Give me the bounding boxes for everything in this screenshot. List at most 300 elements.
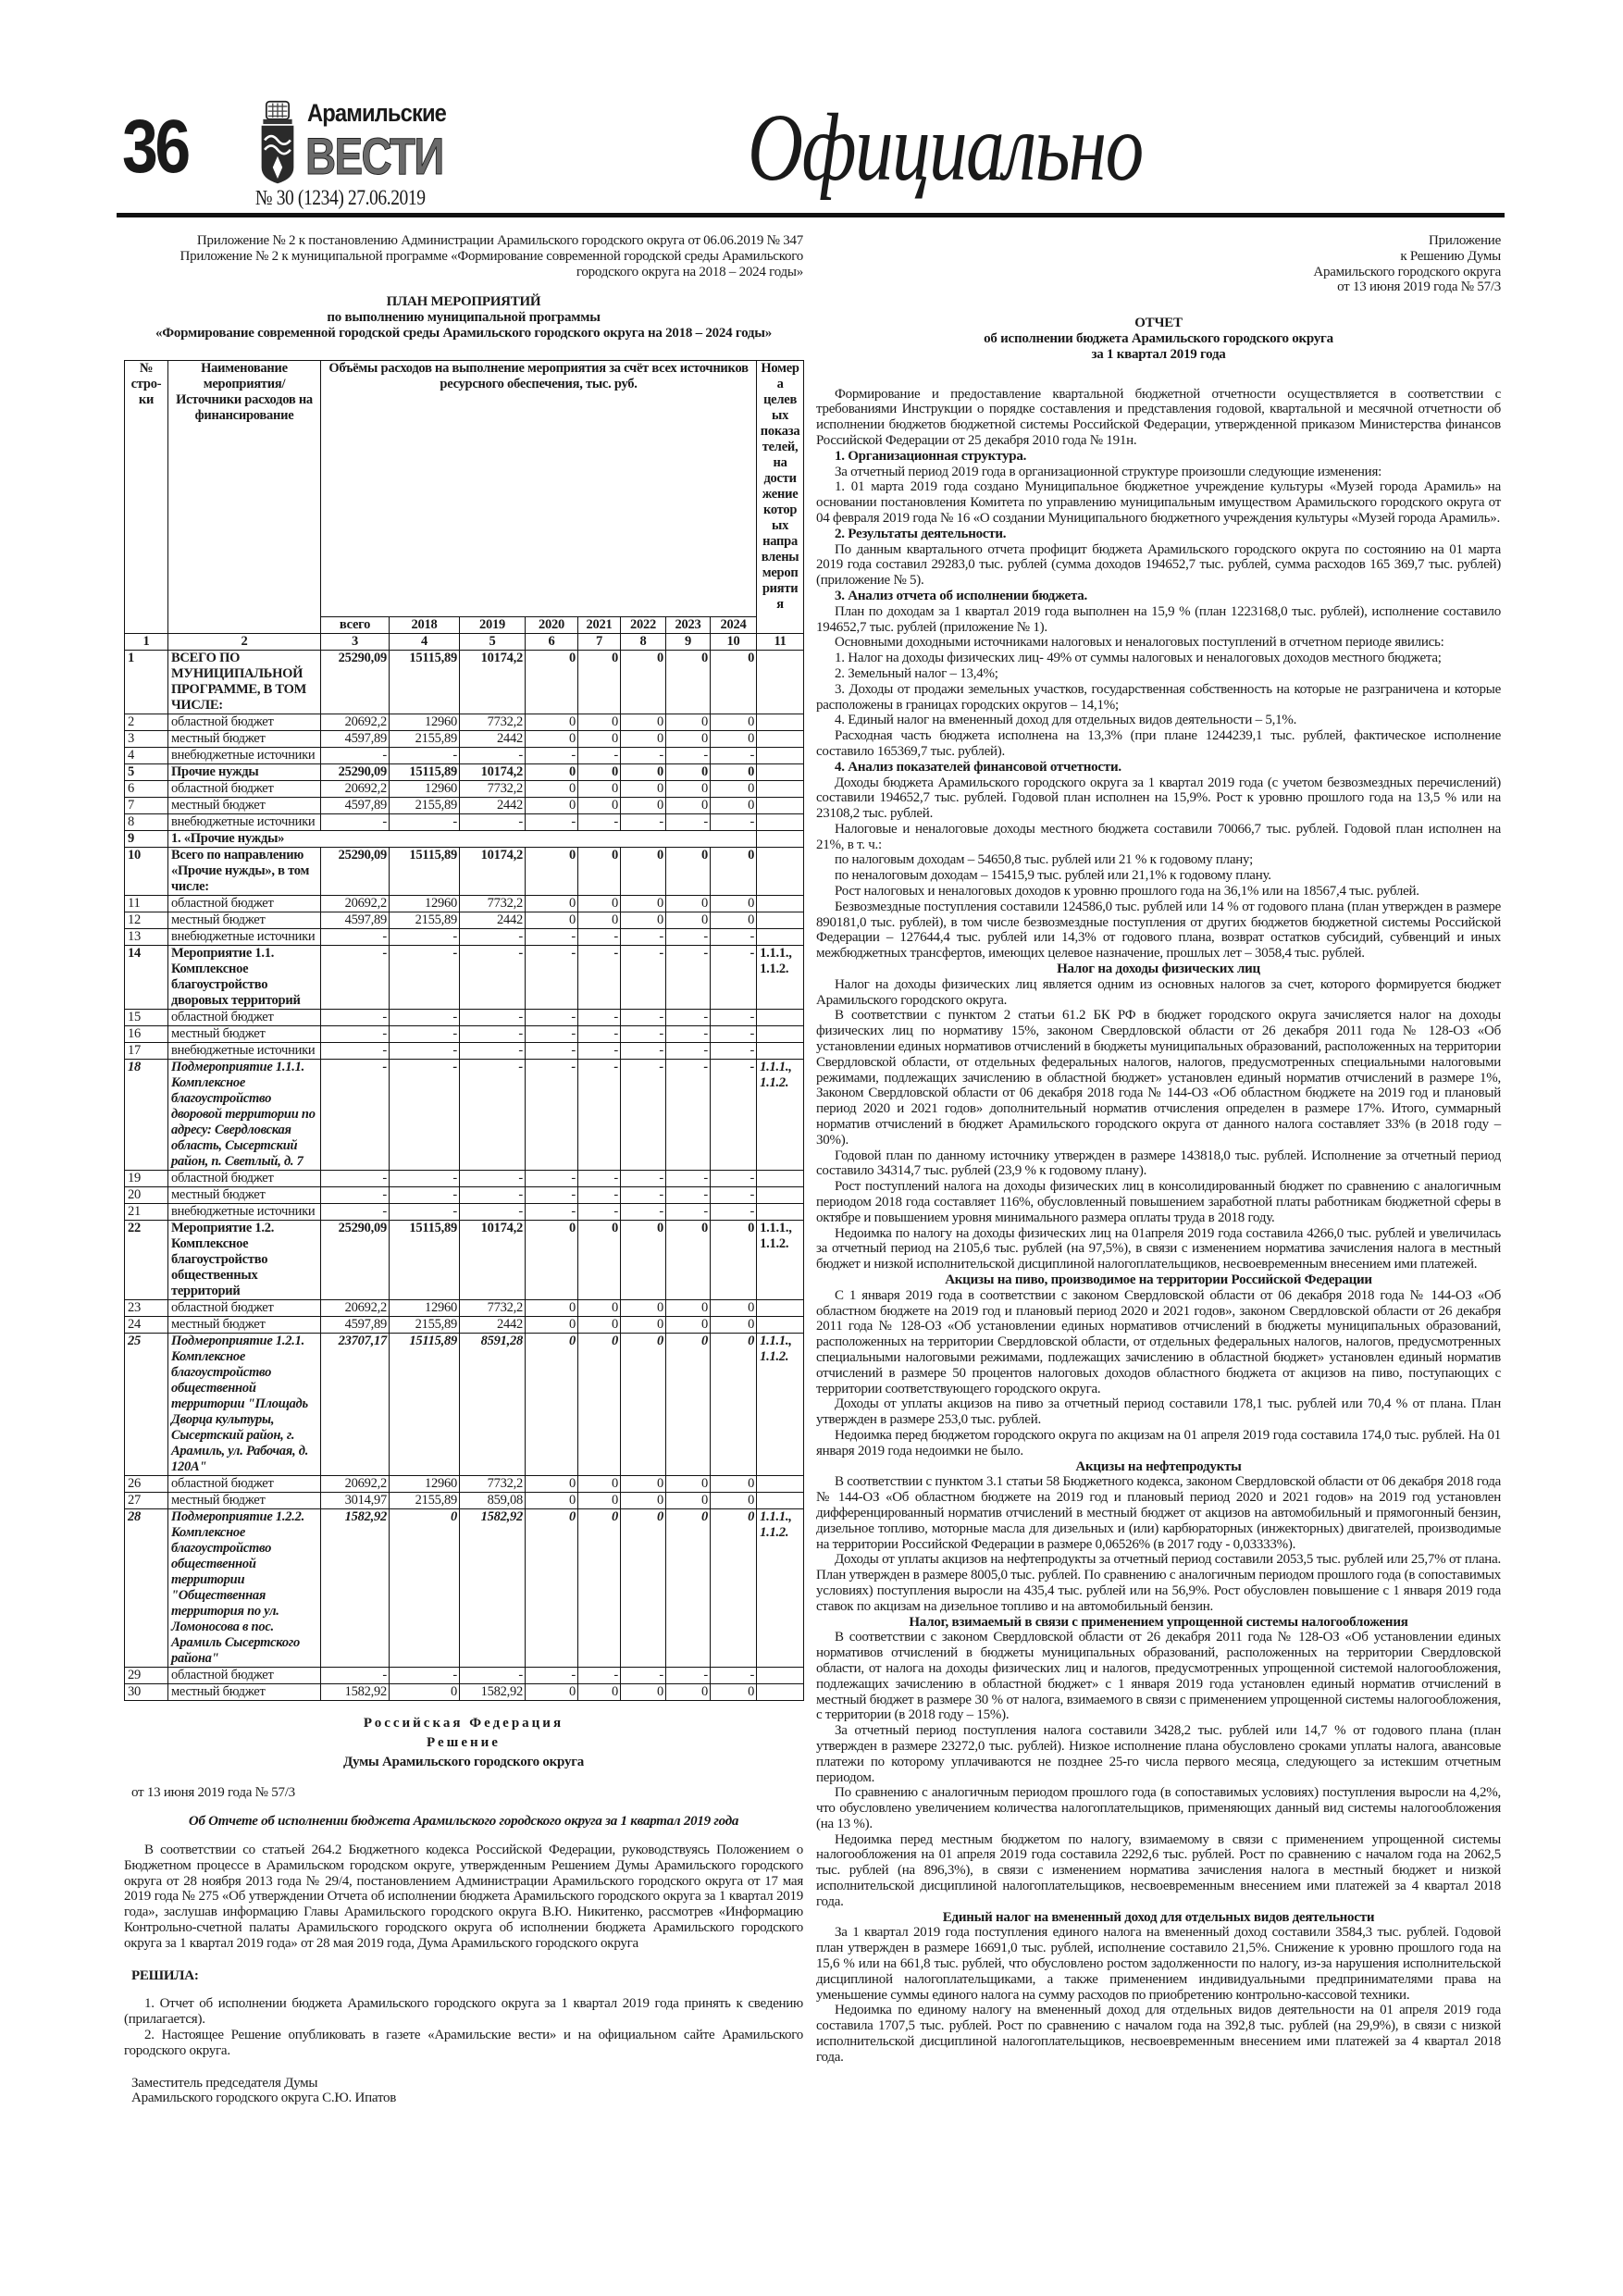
amount-cell: - bbox=[711, 929, 757, 946]
activity-name: Подмероприятие 1.2.1. Комплексное благоустройство общественной территории "Площадь Дворца культуры, Сысертский район, г. Арамиль, ул. Рабочая, д. 120А" bbox=[168, 1334, 321, 1476]
amount-cell: 0 bbox=[711, 731, 757, 748]
amount-cell: 15115,89 bbox=[390, 1221, 460, 1300]
plan-title: ПЛАН МЕРОПРИЯТИЙ bbox=[386, 294, 541, 310]
target-indicators bbox=[757, 814, 804, 831]
amount-cell: 2442 bbox=[460, 798, 526, 814]
target-indicators: 1.1.1., 1.1.2. bbox=[757, 1334, 804, 1476]
report-paragraph: Доходы от уплаты акцизов на нефтепродукты за отчетный период составили 2053,5 тыс. рублей или 25,7% от плана. План утвержден в размере 8005,0 тыс. рублей. По сравнению с аналогичным периодом прошлого года (в сопоставимых условиях) поступления выросли на 435,4 тыс. рублей или на 56,9%. Рост обусловлен повышение с 1 января 2019 года ставок по акцизам на дизельное топливо и на автомобильный бензин. bbox=[816, 1552, 1501, 1614]
amount-cell: 0 bbox=[621, 798, 666, 814]
section-title: Официально bbox=[748, 94, 1143, 201]
amount-cell: 0 bbox=[621, 651, 666, 714]
amount-cell: 0 bbox=[666, 848, 711, 896]
header-year: 2019 bbox=[460, 617, 526, 634]
amount-cell: 0 bbox=[578, 714, 621, 731]
amount-cell: - bbox=[526, 814, 578, 831]
activity-name: местный бюджет bbox=[168, 1493, 321, 1509]
amount-cell: 0 bbox=[390, 1684, 460, 1701]
amount-cell: - bbox=[711, 1187, 757, 1204]
amount-cell: 0 bbox=[621, 848, 666, 896]
row-number: 26 bbox=[125, 1476, 168, 1493]
table-row bbox=[125, 731, 804, 748]
amount-cell: 0 bbox=[711, 1317, 757, 1334]
table-row bbox=[125, 798, 804, 814]
report-paragraph: Доходы от уплаты акцизов на пиво за отчетный период составили 178,1 тыс. рублей или 70,4 % от плана. План утвержден в размере 253,0 тыс. рублей. bbox=[816, 1396, 1501, 1428]
amount-cell: 0 bbox=[526, 798, 578, 814]
amount-cell: 0 bbox=[526, 1509, 578, 1668]
amount-cell: 0 bbox=[711, 764, 757, 781]
target-indicators: 1.1.1., 1.1.2. bbox=[757, 946, 804, 1010]
amount-cell: 0 bbox=[621, 1476, 666, 1493]
row-number: 3 bbox=[125, 731, 168, 748]
amount-cell: - bbox=[526, 946, 578, 1010]
row-number: 6 bbox=[125, 781, 168, 798]
report-paragraph: 4. Единый налог на вмененный доход для отдельных видов деятельности – 5,1%. bbox=[835, 713, 1297, 728]
amount-cell: - bbox=[321, 929, 390, 946]
report-section-heading: 1. Организационная структура. bbox=[835, 448, 1027, 464]
report-paragraph: Недоимка перед местным бюджетом по налогу, взимаемому в связи с применением упрощенной системы налогообложения на 01 апреля 2019 года составила 2292,6 тыс. рублей. Рост по сравнению с началом года на 2062,5 тыс. рублей (на 896,3%), в связи с изменением норматива зачисления налога в местный бюджет и низкой исполнительской дисциплиной налогоплательщиков, несвоевременным внесением ими платежей за 4 квартал 2018 года. bbox=[816, 1831, 1501, 1909]
amount-cell: 0 bbox=[578, 651, 621, 714]
row-number: 20 bbox=[125, 1187, 168, 1204]
amount-cell: 0 bbox=[526, 781, 578, 798]
report-paragraph: В соответствии с пунктом 3.1 статьи 58 Бюджетного кодекса, законом Свердловской области от 06 декабря 2018 года № 144-ОЗ «Об областном бюджете на 2019 год и плановый период 2020 и 2021 годов» на 2019 год установлен дифференцированный норматив отчислений в местный бюджет от акцизов на автомобильный и прямогонный бензин, дизельное топливо, моторные масла для дизельных и (или) карбюраторных (инжекторных) двигателей, производимые на территории Российской Федерации в размере 0,06526% (в 2017 году - 0,03333%). bbox=[816, 1474, 1501, 1552]
target-indicators bbox=[757, 798, 804, 814]
amount-cell: 0 bbox=[526, 651, 578, 714]
amount-cell: - bbox=[321, 1187, 390, 1204]
amount-cell: - bbox=[460, 748, 526, 764]
amount-cell: 0 bbox=[578, 1684, 621, 1701]
amount-cell: - bbox=[321, 946, 390, 1010]
amount-cell: 0 bbox=[666, 1684, 711, 1701]
row-number: 23 bbox=[125, 1300, 168, 1317]
plan-subtitle: по выполнению муниципальной программы bbox=[327, 310, 601, 326]
report-subtitle-2: за 1 квартал 2019 года bbox=[1091, 346, 1226, 362]
amount-cell: 12960 bbox=[390, 781, 460, 798]
report-paragraph: Недоимка по единому налогу на вмененный доход для отдельных видов деятельности на 01 апреля 2019 года составила 1707,5 тыс. рублей. Рост по сравнению с началом года на 392,8 тыс. рублей (на 29,9%), в связи с низкой исполнительской дисциплиной налогоплательщиков, несвоевременным внесением ими платежей за 4 квартал 2018 года. bbox=[816, 2003, 1501, 2065]
amount-cell: 0 bbox=[666, 896, 711, 912]
row-number: 5 bbox=[125, 764, 168, 781]
amount-cell: - bbox=[578, 946, 621, 1010]
activity-name: областной бюджет bbox=[168, 1668, 321, 1684]
amount-cell: - bbox=[578, 814, 621, 831]
table-row bbox=[125, 1221, 804, 1300]
amount-cell: 4597,89 bbox=[321, 912, 390, 929]
target-indicators bbox=[757, 912, 804, 929]
amount-cell: - bbox=[460, 1187, 526, 1204]
amount-cell: - bbox=[390, 748, 460, 764]
amount-cell: - bbox=[526, 1171, 578, 1187]
table-row bbox=[125, 781, 804, 798]
amount-cell: - bbox=[666, 1668, 711, 1684]
amount-cell: 0 bbox=[621, 1493, 666, 1509]
target-indicators bbox=[757, 1010, 804, 1026]
amount-cell: 0 bbox=[578, 1493, 621, 1509]
amount-cell: - bbox=[621, 1026, 666, 1043]
table-row bbox=[125, 1509, 804, 1668]
amount-cell: - bbox=[711, 1668, 757, 1684]
target-indicators bbox=[757, 714, 804, 731]
amount-cell: - bbox=[526, 1026, 578, 1043]
target-indicators bbox=[757, 1668, 804, 1684]
amount-cell: - bbox=[711, 1060, 757, 1171]
report-paragraph: За 1 квартал 2019 года поступления единого налога на вмененный доход составили 3584,3 тыс. рублей. Годовой план утвержден в размере 16691,0 тыс. рублей, исполнение составило 21,5%. Снижение к уровню прошлого года на 15,6 % или на 661,8 тыс. рублей, что обусловлено ростом задолженности по налогу, из-за нарушения исполнительской дисциплиной налогоплательщиками, а также применением индивидуальными предпринимателями права на уменьшение суммы единого налога на сумму расходов по приобретению контрольно-кассовой техники. bbox=[816, 1925, 1501, 2003]
activity-name: внебюджетные источники bbox=[168, 748, 321, 764]
header-divider bbox=[117, 213, 1505, 217]
amount-cell: - bbox=[621, 1204, 666, 1221]
amount-cell: - bbox=[666, 1187, 711, 1204]
activity-name: местный бюджет bbox=[168, 798, 321, 814]
amount-cell: 0 bbox=[711, 1684, 757, 1701]
amount-cell: 0 bbox=[666, 651, 711, 714]
activity-name: областной бюджет bbox=[168, 1010, 321, 1026]
amount-cell: 0 bbox=[621, 781, 666, 798]
plan-table bbox=[124, 360, 804, 1701]
amount-cell: - bbox=[578, 1010, 621, 1026]
table-row bbox=[125, 1043, 804, 1060]
amount-cell: 0 bbox=[666, 1493, 711, 1509]
table-row bbox=[125, 929, 804, 946]
amount-cell: 7732,2 bbox=[460, 714, 526, 731]
table-row bbox=[125, 1300, 804, 1317]
amount-cell: 0 bbox=[578, 1221, 621, 1300]
report-paragraph: Недоимка по налогу на доходы физических лиц на 01апреля 2019 года составила 4266,0 тыс. рублей и увеличилась за отчетный период на 2105,6 тыс. рублей (на 97,5%), в связи с изменением норматива зачисления налога в местный бюджет и низкой исполнительской дисциплиной налогоплательщиков, несвоевременным внесением ими платежей. bbox=[816, 1225, 1501, 1272]
header-column-index: 8 bbox=[621, 634, 666, 651]
header-column-index: 5 bbox=[460, 634, 526, 651]
amount-cell: 12960 bbox=[390, 896, 460, 912]
report-section-heading: 4. Анализ показателей финансовой отчетности. bbox=[835, 759, 1121, 775]
report-paragraph: Рост налоговых и неналоговых доходов к уровню прошлого года на 36,1% или на 18567,4 тыс. рублей. bbox=[835, 884, 1419, 900]
amount-cell: - bbox=[578, 1060, 621, 1171]
report-appendix-line: от 13 июня 2019 года № 57/3 bbox=[1337, 279, 1501, 295]
report-appendix-line: Арамильского городского округа bbox=[1313, 264, 1501, 279]
report-paragraph: по неналоговым доходам – 15415,9 тыс. рублей или 21,1% к годовому плану. bbox=[835, 868, 1271, 884]
amount-cell: - bbox=[578, 1187, 621, 1204]
amount-cell: - bbox=[390, 1060, 460, 1171]
amount-cell: - bbox=[321, 814, 390, 831]
target-indicators bbox=[757, 1204, 804, 1221]
amount-cell: - bbox=[621, 946, 666, 1010]
amount-cell: 2442 bbox=[460, 1317, 526, 1334]
activity-name: внебюджетные источники bbox=[168, 1204, 321, 1221]
amount-cell: - bbox=[390, 1668, 460, 1684]
amount-cell: 0 bbox=[578, 1334, 621, 1476]
amount-cell: 10174,2 bbox=[460, 651, 526, 714]
table-row bbox=[125, 814, 804, 831]
target-indicators bbox=[757, 929, 804, 946]
right-column bbox=[816, 233, 1501, 2066]
amount-cell: 2442 bbox=[460, 912, 526, 929]
row-number: 19 bbox=[125, 1171, 168, 1187]
decision-date: от 13 июня 2019 года № 57/3 bbox=[131, 1785, 295, 1801]
report-paragraph: 2. Земельный налог – 13,4%; bbox=[835, 665, 998, 681]
page-number: 36 bbox=[122, 105, 188, 189]
amount-cell: 0 bbox=[711, 714, 757, 731]
amount-cell: 23707,17 bbox=[321, 1334, 390, 1476]
row-number: 22 bbox=[125, 1221, 168, 1300]
header-year: 2024 bbox=[711, 617, 757, 634]
amount-cell: 0 bbox=[526, 1317, 578, 1334]
row-number: 14 bbox=[125, 946, 168, 1010]
target-indicators bbox=[757, 1043, 804, 1060]
amount-cell: 3014,97 bbox=[321, 1493, 390, 1509]
amount-cell: 0 bbox=[526, 896, 578, 912]
table-row bbox=[125, 831, 804, 848]
amount-cell: 0 bbox=[526, 714, 578, 731]
target-indicators bbox=[757, 1493, 804, 1509]
amount-cell: 8591,28 bbox=[460, 1334, 526, 1476]
target-indicators bbox=[757, 781, 804, 798]
target-indicators bbox=[757, 848, 804, 896]
amount-cell: 0 bbox=[621, 912, 666, 929]
amount-cell: 0 bbox=[578, 896, 621, 912]
amount-cell: - bbox=[621, 748, 666, 764]
amount-cell: 0 bbox=[526, 764, 578, 781]
table-row bbox=[125, 1010, 804, 1026]
decision-body: Думы Арамильского городского округа bbox=[342, 1755, 585, 1770]
amount-cell: - bbox=[666, 1010, 711, 1026]
activity-name: ВСЕГО ПО МУНИЦИПАЛЬНОЙ ПРОГРАММЕ, В ТОМ ЧИСЛЕ: bbox=[168, 651, 321, 714]
target-indicators bbox=[757, 1171, 804, 1187]
amount-cell: 0 bbox=[578, 731, 621, 748]
report-appendix-line: к Решению Думы bbox=[1400, 248, 1501, 264]
amount-cell: 2155,89 bbox=[390, 798, 460, 814]
amount-cell: - bbox=[390, 1171, 460, 1187]
header-column-index: 6 bbox=[526, 634, 578, 651]
target-indicators: 1.1.1., 1.1.2. bbox=[757, 1060, 804, 1171]
logo-title-line2: ВЕСТИ bbox=[305, 127, 443, 185]
decision-resolved: РЕШИЛА: bbox=[131, 1967, 199, 1983]
amount-cell: 25290,09 bbox=[321, 848, 390, 896]
amount-cell: 7732,2 bbox=[460, 896, 526, 912]
report-section-heading: 2. Результаты деятельности. bbox=[835, 526, 1007, 541]
table-header-row bbox=[125, 361, 804, 617]
header-year: 2023 bbox=[666, 617, 711, 634]
report-paragraph: Основными доходными источниками налоговых и неналоговых поступлений в отчетном периоде явились: bbox=[835, 635, 1444, 651]
activity-name: внебюджетные источники bbox=[168, 929, 321, 946]
activity-name: внебюджетные источники bbox=[168, 814, 321, 831]
report-paragraph: В соответствии с законом Свердловской области от 26 декабря 2011 года № 128-ОЗ «Об установлении единых нормативов отчислений в бюджеты муниципальных образований, расположенных на территории Свердловской области, от налога на доходы физических лиц и налогов, предусмотренных упрощенной системой налогообложения, подлежащих зачислению в областной бюджет» с 1 января 2019 года установлен единый норматив отчислений в местный бюджет в размере 30 % от налога, взимаемого в связи с применением упрощенной системы налогообложения, с территории (в 2018 году – 15%). bbox=[816, 1630, 1501, 1723]
amount-cell: - bbox=[711, 1026, 757, 1043]
target-indicators bbox=[757, 896, 804, 912]
amount-cell: - bbox=[578, 1043, 621, 1060]
appendix-note-2: Приложение № 2 к муниципальной программе «Формирование современной городской среды Арамильского городского округа на 2018 – 2024 годы» bbox=[180, 248, 803, 279]
header-year: 2022 bbox=[621, 617, 666, 634]
header-column-index: 3 bbox=[321, 634, 390, 651]
amount-cell: 0 bbox=[666, 1334, 711, 1476]
activity-name: местный бюджет bbox=[168, 912, 321, 929]
amount-cell: - bbox=[621, 1043, 666, 1060]
amount-cell: 1582,92 bbox=[321, 1509, 390, 1668]
amount-cell: 12960 bbox=[390, 714, 460, 731]
amount-cell: - bbox=[390, 929, 460, 946]
decision-preamble: В соответствии со статьей 264.2 Бюджетного кодекса Российской Федерации, руководствуясь Положением о Бюджетном процессе в Арамильском городском округе, утвержденным Решением Думы Арамильского городского округа от 28 ноября 2013 года № 29/4, постановлением Администрации Арамильского городского округа от 17 мая 2019 года № 275 «Об утверждении Отчета об исполнении бюджета Арамильского городского округа за 1 квартал 2019 года», заслушав информацию Главы Арамильского городского округа В.Ю. Никитенко, рассмотрев «Информацию Контрольно-счетной палаты Арамильского городского округа об исполнении бюджета Арамильского городского округа за 1 квартал 2019 года» от 28 мая 2019 года, Дума Арамильского городского округа bbox=[124, 1842, 803, 1951]
amount-cell: 2442 bbox=[460, 731, 526, 748]
row-number: 11 bbox=[125, 896, 168, 912]
amount-cell: - bbox=[711, 814, 757, 831]
amount-cell: 15115,89 bbox=[390, 1334, 460, 1476]
amount-cell: 0 bbox=[666, 798, 711, 814]
row-number: 2 bbox=[125, 714, 168, 731]
amount-cell: 20692,2 bbox=[321, 1476, 390, 1493]
amount-cell: - bbox=[666, 929, 711, 946]
header-column-index: 9 bbox=[666, 634, 711, 651]
table-row bbox=[125, 1493, 804, 1509]
amount-cell: 0 bbox=[578, 764, 621, 781]
amount-cell: - bbox=[711, 946, 757, 1010]
amount-cell: - bbox=[460, 946, 526, 1010]
target-indicators bbox=[757, 1684, 804, 1701]
amount-cell: - bbox=[460, 1204, 526, 1221]
header-year: 2021 bbox=[578, 617, 621, 634]
amount-cell: 20692,2 bbox=[321, 781, 390, 798]
report-subtitle-1: об исполнении бюджета Арамильского городского округа bbox=[984, 330, 1333, 346]
amount-cell: 0 bbox=[711, 781, 757, 798]
header-year: 2018 bbox=[390, 617, 460, 634]
signature-line-2: Арамильского городского округа С.Ю. Ипатов bbox=[131, 2091, 397, 2106]
report-paragraph: По сравнению с аналогичным периодом прошлого года (в сопоставимых условиях) поступления выросли на 4,2%, что обусловлено увеличением количества налогоплательщиков, применяющих данный вид системы налогообложения (на 13 %). bbox=[816, 1785, 1501, 1831]
amount-cell: 0 bbox=[578, 781, 621, 798]
decision-heading bbox=[124, 1714, 803, 1772]
header-column-index: 7 bbox=[578, 634, 621, 651]
amount-cell: - bbox=[578, 1171, 621, 1187]
activity-name: Прочие нужды bbox=[168, 764, 321, 781]
coat-of-arms-icon bbox=[255, 100, 300, 185]
amount-cell: 0 bbox=[390, 1509, 460, 1668]
activity-name: областной бюджет bbox=[168, 1476, 321, 1493]
amount-cell: 1582,92 bbox=[460, 1684, 526, 1701]
amount-cell: 2155,89 bbox=[390, 912, 460, 929]
issue-number-date: № 30 (1234) 27.06.2019 bbox=[255, 186, 426, 209]
header-column-index: 10 bbox=[711, 634, 757, 651]
amount-cell: 0 bbox=[526, 1221, 578, 1300]
row-number: 7 bbox=[125, 798, 168, 814]
section-name: 1. «Прочие нужды» bbox=[168, 831, 757, 848]
amount-cell: - bbox=[578, 1026, 621, 1043]
table-row bbox=[125, 1317, 804, 1334]
amount-cell: 0 bbox=[711, 1476, 757, 1493]
amount-cell: 0 bbox=[578, 1317, 621, 1334]
amount-cell: 15115,89 bbox=[390, 764, 460, 781]
row-number: 9 bbox=[125, 831, 168, 848]
report-subheading: Единый налог на вмененный доход для отдельных видов деятельности bbox=[942, 1909, 1375, 1925]
report-body bbox=[816, 387, 1501, 2066]
report-paragraph: Годовой план по данному источнику утвержден в размере 143818,0 тыс. рублей. Исполнение за отчетный период составило 34314,7 тыс. рублей (23,9 % к годовому плану). bbox=[816, 1148, 1501, 1179]
amount-cell: 0 bbox=[578, 1509, 621, 1668]
table-row bbox=[125, 946, 804, 1010]
report-section-heading: 3. Анализ отчета об исполнении бюджета. bbox=[835, 588, 1088, 603]
header-year: всего bbox=[321, 617, 390, 634]
amount-cell: 0 bbox=[526, 1493, 578, 1509]
report-paragraph: 1. 01 марта 2019 года создано Муниципальное бюджетное учреждение культуры «Музей города Арамиль» на основании постановления Комитета по управлению муниципальным имуществом Арамильского городского округа от 04 февраля 2019 года № 16 «О создании Муниципального бюджетного учреждения культуры «Музей города Арамиль». bbox=[816, 479, 1501, 526]
amount-cell: - bbox=[390, 946, 460, 1010]
amount-cell: 15115,89 bbox=[390, 651, 460, 714]
amount-cell: - bbox=[711, 1043, 757, 1060]
amount-cell: 25290,09 bbox=[321, 651, 390, 714]
activity-name: местный бюджет bbox=[168, 1026, 321, 1043]
decision-item-1: 1. Отчет об исполнении бюджета Арамильского городского округа за 1 квартал 2019 года принять к сведению (прилагается). bbox=[124, 1996, 803, 2028]
appendix-note-1: Приложение № 2 к постановлению Администрации Арамильского городского округа от 06.06.2019 № 347 bbox=[196, 233, 803, 248]
amount-cell: - bbox=[526, 1010, 578, 1026]
table-row bbox=[125, 896, 804, 912]
report-subheading: Акцизы на пиво, производимое на территории Российской Федерации bbox=[945, 1272, 1372, 1287]
table-row bbox=[125, 651, 804, 714]
activity-name: Мероприятие 1.1. Комплексное благоустройство дворовых территорий bbox=[168, 946, 321, 1010]
header-activity-name: Наименование мероприятия/Источники расходов на финансирование bbox=[168, 361, 321, 634]
table-row bbox=[125, 764, 804, 781]
activity-name: областной бюджет bbox=[168, 714, 321, 731]
amount-cell: - bbox=[621, 1171, 666, 1187]
amount-cell: - bbox=[390, 1187, 460, 1204]
amount-cell: - bbox=[460, 1171, 526, 1187]
report-paragraph: По данным квартального отчета профицит бюджета Арамильского городского округа по состоянию на 01 марта 2019 года составил 29283,0 тыс. рублей (сумма доходов 194652,7 тыс. рублей, сумма расходов 165 369,7 тыс. рублей) (приложение № 5). bbox=[816, 541, 1501, 589]
amount-cell: 0 bbox=[666, 731, 711, 748]
amount-cell: 0 bbox=[621, 1684, 666, 1701]
row-number: 24 bbox=[125, 1317, 168, 1334]
plan-heading bbox=[124, 294, 803, 341]
amount-cell: - bbox=[321, 1171, 390, 1187]
report-paragraph: С 1 января 2019 года в соответствии с законом Свердловской области от 06 декабря 2018 года № 144-ОЗ «Об областном бюджете на 2019 год и плановый период 2020 и 2021 годов», законом Свердловской области от 26 декабря 2011 года № 128-ОЗ «Об установлении единых нормативов отчислений в бюджеты муниципальных образований, расположенных на территории Свердловской области, от отдельных федеральных налогов, налогов, предусмотренных специальными налоговыми режимами, подлежащих зачислению в областной бюджет» установлен единый норматив отчислений в размере 50 процентов налоговых доходов областного бюджета от акцизов на пиво, поступающих с территории соответствующего городского округа. bbox=[816, 1287, 1501, 1396]
report-title: ОТЧЕТ bbox=[1134, 316, 1183, 331]
amount-cell: 0 bbox=[666, 781, 711, 798]
header-column-index: 4 bbox=[390, 634, 460, 651]
report-paragraph: За отчетный период 2019 года в организационной структуре произошли следующие изменения: bbox=[835, 464, 1382, 479]
report-paragraph: по налоговым доходам – 54650,8 тыс. рублей или 21 % к годовому плану; bbox=[835, 852, 1254, 868]
activity-name: Подмероприятие 1.2.2. Комплексное благоустройство общественной территории "Общественная территория по ул. Ломоносова в пос. Арамиль Сысертского района" bbox=[168, 1509, 321, 1668]
amount-cell: 15115,89 bbox=[390, 848, 460, 896]
amount-cell: 0 bbox=[666, 912, 711, 929]
row-number: 29 bbox=[125, 1668, 168, 1684]
amount-cell: 0 bbox=[578, 848, 621, 896]
amount-cell: - bbox=[526, 748, 578, 764]
amount-cell: 0 bbox=[666, 764, 711, 781]
row-number: 8 bbox=[125, 814, 168, 831]
plan-program: «Формирование современной городской среды Арамильского городского округа на 2018 – 2024 годы» bbox=[155, 326, 772, 341]
row-number: 16 bbox=[125, 1026, 168, 1043]
amount-cell: - bbox=[526, 1043, 578, 1060]
amount-cell: - bbox=[526, 1668, 578, 1684]
amount-cell: 0 bbox=[526, 912, 578, 929]
amount-cell: 20692,2 bbox=[321, 1300, 390, 1317]
table-row bbox=[125, 912, 804, 929]
amount-cell: - bbox=[460, 929, 526, 946]
decision-title: Об Отчете об исполнении бюджета Арамильского городского округа за 1 квартал 2019 года bbox=[188, 1814, 739, 1830]
amount-cell: - bbox=[321, 1010, 390, 1026]
decision-kind: Решение bbox=[427, 1735, 501, 1751]
activity-name: Мероприятие 1.2. Комплексное благоустройство общественных территорий bbox=[168, 1221, 321, 1300]
activity-name: местный бюджет bbox=[168, 1187, 321, 1204]
target-indicators bbox=[757, 831, 804, 848]
amount-cell: 2155,89 bbox=[390, 731, 460, 748]
amount-cell: 0 bbox=[621, 1334, 666, 1476]
amount-cell: 7732,2 bbox=[460, 1300, 526, 1317]
amount-cell: - bbox=[460, 1060, 526, 1171]
left-column bbox=[124, 233, 803, 2106]
target-indicators bbox=[757, 1026, 804, 1043]
target-indicators bbox=[757, 1187, 804, 1204]
amount-cell: 25290,09 bbox=[321, 764, 390, 781]
amount-cell: - bbox=[321, 1204, 390, 1221]
amount-cell: 0 bbox=[711, 848, 757, 896]
report-paragraph: Доходы бюджета Арамильского городского округа за 1 квартал 2019 года (с учетом безвозмездных перечислений) составили 194652,7 тыс. рублей. Годовой план исполнен на 15,9%. Рост к уровню прошлого года на 13,5 % или на 23108,2 тыс. рублей. bbox=[816, 775, 1501, 822]
amount-cell: - bbox=[666, 748, 711, 764]
report-paragraph: Безвозмездные поступления составили 124586,0 тыс. рублей или 14 % от годового плана (план утвержден в размере 890181,0 тыс. рублей), в том числе безвозмездные поступления от других бюджетов бюджетной системы Российской Федерации – 127644,4 тыс. рублей или 14,3% от годового плана, возврат остатков субсидий, субвенций и иных межбюджетных трансфертов, имеющих целевое назначение, прошлых лет – 3058,4 тыс. рублей. bbox=[816, 899, 1501, 962]
report-appendix bbox=[816, 233, 1501, 295]
row-number: 17 bbox=[125, 1043, 168, 1060]
activity-name: областной бюджет bbox=[168, 1171, 321, 1187]
target-indicators: 1.1.1., 1.1.2. bbox=[757, 1509, 804, 1668]
target-indicators bbox=[757, 731, 804, 748]
amount-cell: - bbox=[578, 1668, 621, 1684]
amount-cell: - bbox=[621, 814, 666, 831]
